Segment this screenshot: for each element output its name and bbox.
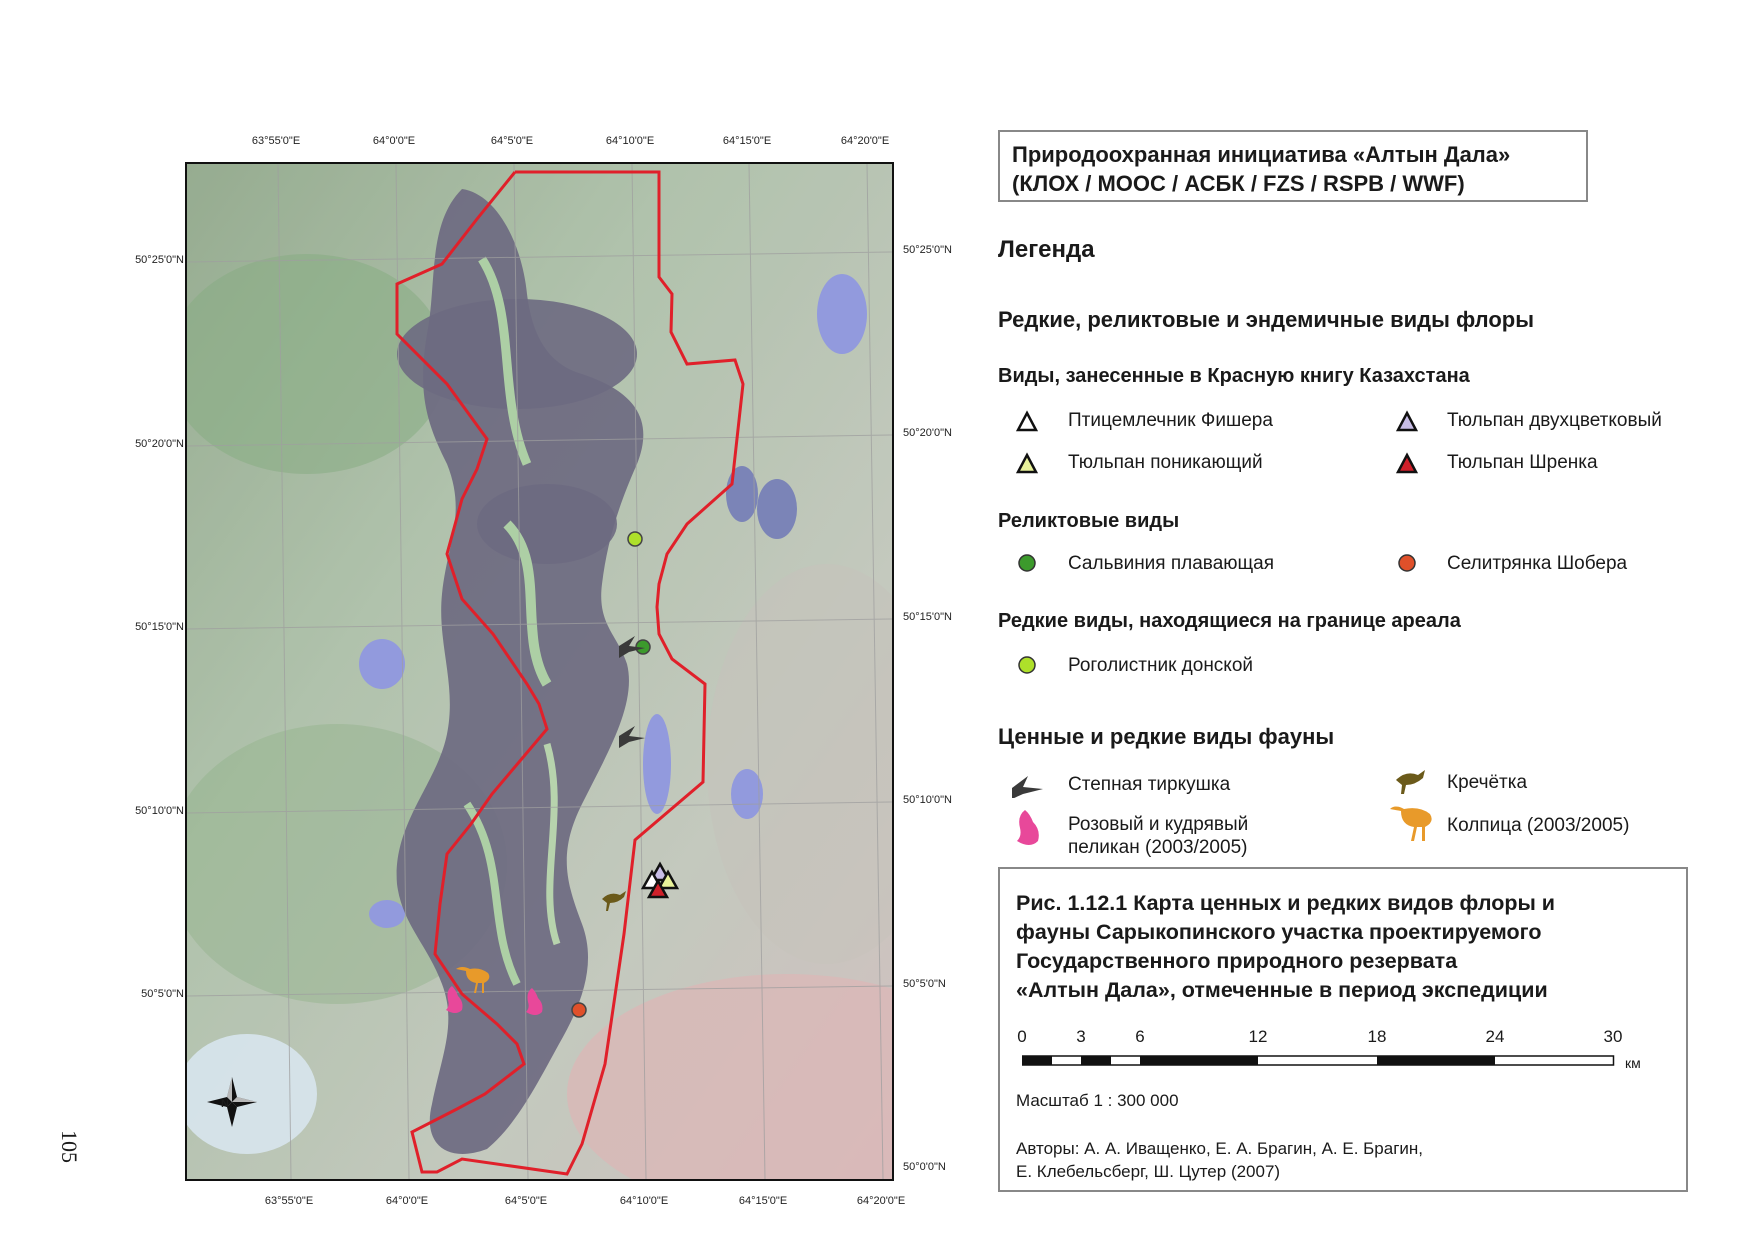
legend-item-tulipa-schrenkii: Тюльпан Шренка <box>1447 452 1598 473</box>
map-tick-right-5: 50°5'0"N <box>903 978 946 990</box>
legend-item-pelican <box>1068 813 1248 859</box>
authors-line2: Е. Клебельсберг, Ш. Цутер (2007) <box>1016 1162 1281 1181</box>
figure-caption-line3: Государственного природного резервата <box>1016 949 1458 973</box>
scale-label-12: 12 <box>1248 1027 1268 1046</box>
legend-item-pelican-line2: пеликан (2003/2005) <box>1068 837 1248 858</box>
legend-item-nitraria: Селитрянка Шобера <box>1447 553 1628 574</box>
map-tick-bottom-6: 64°20'0"E <box>856 1195 906 1207</box>
scale-bar <box>1022 1055 1617 1067</box>
legend-item-pelican-line1: Розовый и кудрявый <box>1068 814 1249 835</box>
figure-caption-box <box>998 867 1688 1192</box>
map-tick-right-6: 50°0'0"N <box>903 1161 946 1173</box>
legend-item-pratincole: Степная тиркушка <box>1068 774 1231 795</box>
map-tick-bottom-4: 64°10'0"E <box>619 1195 669 1207</box>
map-tick-bottom-1: 63°55'0"E <box>264 1195 314 1207</box>
map-tick-top-1: 63°55'0"E <box>251 135 301 147</box>
satellite-map[interactable] <box>185 162 894 1181</box>
triangle-red-icon <box>1392 450 1422 480</box>
map-tick-right-3: 50°15'0"N <box>903 611 952 623</box>
flora-heading: Редкие, реликтовые и эндемичные виды флоры <box>998 307 1535 332</box>
map-tick-right-4: 50°10'0"N <box>903 794 952 806</box>
scale-label-3: 3 <box>1076 1027 1086 1046</box>
scale-label-6: 6 <box>1135 1027 1145 1046</box>
map-haze <box>187 164 892 1179</box>
bird-flying-icon <box>1008 768 1048 798</box>
map-tick-bottom-2: 64°0'0"E <box>385 1195 429 1207</box>
legend-item-spoonbill: Колпица (2003/2005) <box>1447 815 1630 836</box>
figure-caption-line2: фауны Сарыкопинского участка проектируемого <box>1016 920 1542 944</box>
marker-salvinia[interactable] <box>636 640 650 654</box>
page-number: 105 <box>57 1130 82 1163</box>
legend-item-tulipa-patens: Тюльпан поникающий <box>1068 452 1263 473</box>
map-tick-left-1: 50°25'0"N <box>135 254 184 266</box>
circle-green-icon <box>1012 548 1042 578</box>
relict-heading: Реликтовые виды <box>998 510 1180 532</box>
authors-line1: Авторы: А. А. Иващенко, Е. А. Брагин, А. Е. Брагин, <box>1016 1139 1424 1158</box>
legend-item-ornithogalum: Птицемлечник Фишера <box>1068 410 1273 431</box>
circle-orange-icon <box>1392 548 1422 578</box>
map-tick-right-1: 50°25'0"N <box>903 244 952 256</box>
project-title-line2: (КЛОХ / МООС / АСБК / FZS / RSPB / WWF) <box>1012 171 1465 196</box>
triangle-lilac-icon <box>1392 408 1422 438</box>
map-canvas <box>187 164 892 1179</box>
authors <box>1016 1137 1423 1183</box>
scale-unit: км <box>1625 1055 1641 1071</box>
map-tick-bottom-3: 64°5'0"E <box>504 1195 548 1207</box>
legend-item-tulipa-biflora: Тюльпан двухцветковый <box>1447 410 1662 431</box>
project-title-box <box>998 130 1588 202</box>
range-heading: Редкие виды, находящиеся на границе ареала <box>998 610 1461 632</box>
scale-label-18: 18 <box>1367 1027 1387 1046</box>
legend-item-sociable-lapwing: Кречётка <box>1447 772 1528 793</box>
figure-caption-line4: «Алтын Дала», отмеченные в период экспедиции <box>1016 978 1548 1002</box>
triangle-white-icon <box>1012 408 1042 438</box>
scale-label-0: 0 <box>1017 1027 1027 1046</box>
legend-item-salvinia: Сальвиния плавающая <box>1068 553 1274 574</box>
map-tick-left-3: 50°15'0"N <box>135 621 184 633</box>
legend-heading: Легенда <box>998 236 1095 263</box>
spoonbill-icon <box>1390 803 1435 845</box>
circle-lime-icon <box>1012 650 1042 680</box>
map-tick-left-2: 50°20'0"N <box>135 438 184 450</box>
marker-ceratophyllum[interactable] <box>628 532 642 546</box>
map-tick-top-6: 64°20'0"E <box>840 135 890 147</box>
map-tick-bottom-5: 64°15'0"E <box>738 1195 788 1207</box>
fauna-heading: Ценные и редкие виды фауны <box>998 724 1335 749</box>
map-tick-top-5: 64°15'0"E <box>722 135 772 147</box>
map-tick-top-2: 64°0'0"E <box>372 135 416 147</box>
scale-text: Масштаб 1 : 300 000 <box>1016 1091 1179 1110</box>
map-tick-top-3: 64°5'0"E <box>490 135 534 147</box>
map-tick-left-5: 50°5'0"N <box>141 988 184 1000</box>
map-tick-top-4: 64°10'0"E <box>605 135 655 147</box>
legend-item-ceratophyllum: Роголистник донской <box>1068 655 1254 676</box>
marker-nitraria[interactable] <box>572 1003 586 1017</box>
map-tick-left-4: 50°10'0"N <box>135 805 184 817</box>
map-tick-right-2: 50°20'0"N <box>903 427 952 439</box>
figure-caption-line1: Рис. 1.12.1 Карта ценных и редких видов флоры и <box>1016 891 1556 915</box>
plover-icon <box>1392 764 1432 796</box>
figure-caption <box>1016 889 1676 1005</box>
project-title-line1: Природоохранная инициатива «Алтын Дала» <box>1012 142 1511 167</box>
scale-label-30: 30 <box>1603 1027 1623 1046</box>
north-label: N <box>221 1098 229 1110</box>
scale-label-24: 24 <box>1485 1027 1505 1046</box>
triangle-yellow-icon <box>1012 450 1042 480</box>
pelican-icon <box>1015 808 1045 848</box>
red-book-heading: Виды, занесенные в Красную книгу Казахстана <box>998 365 1470 387</box>
